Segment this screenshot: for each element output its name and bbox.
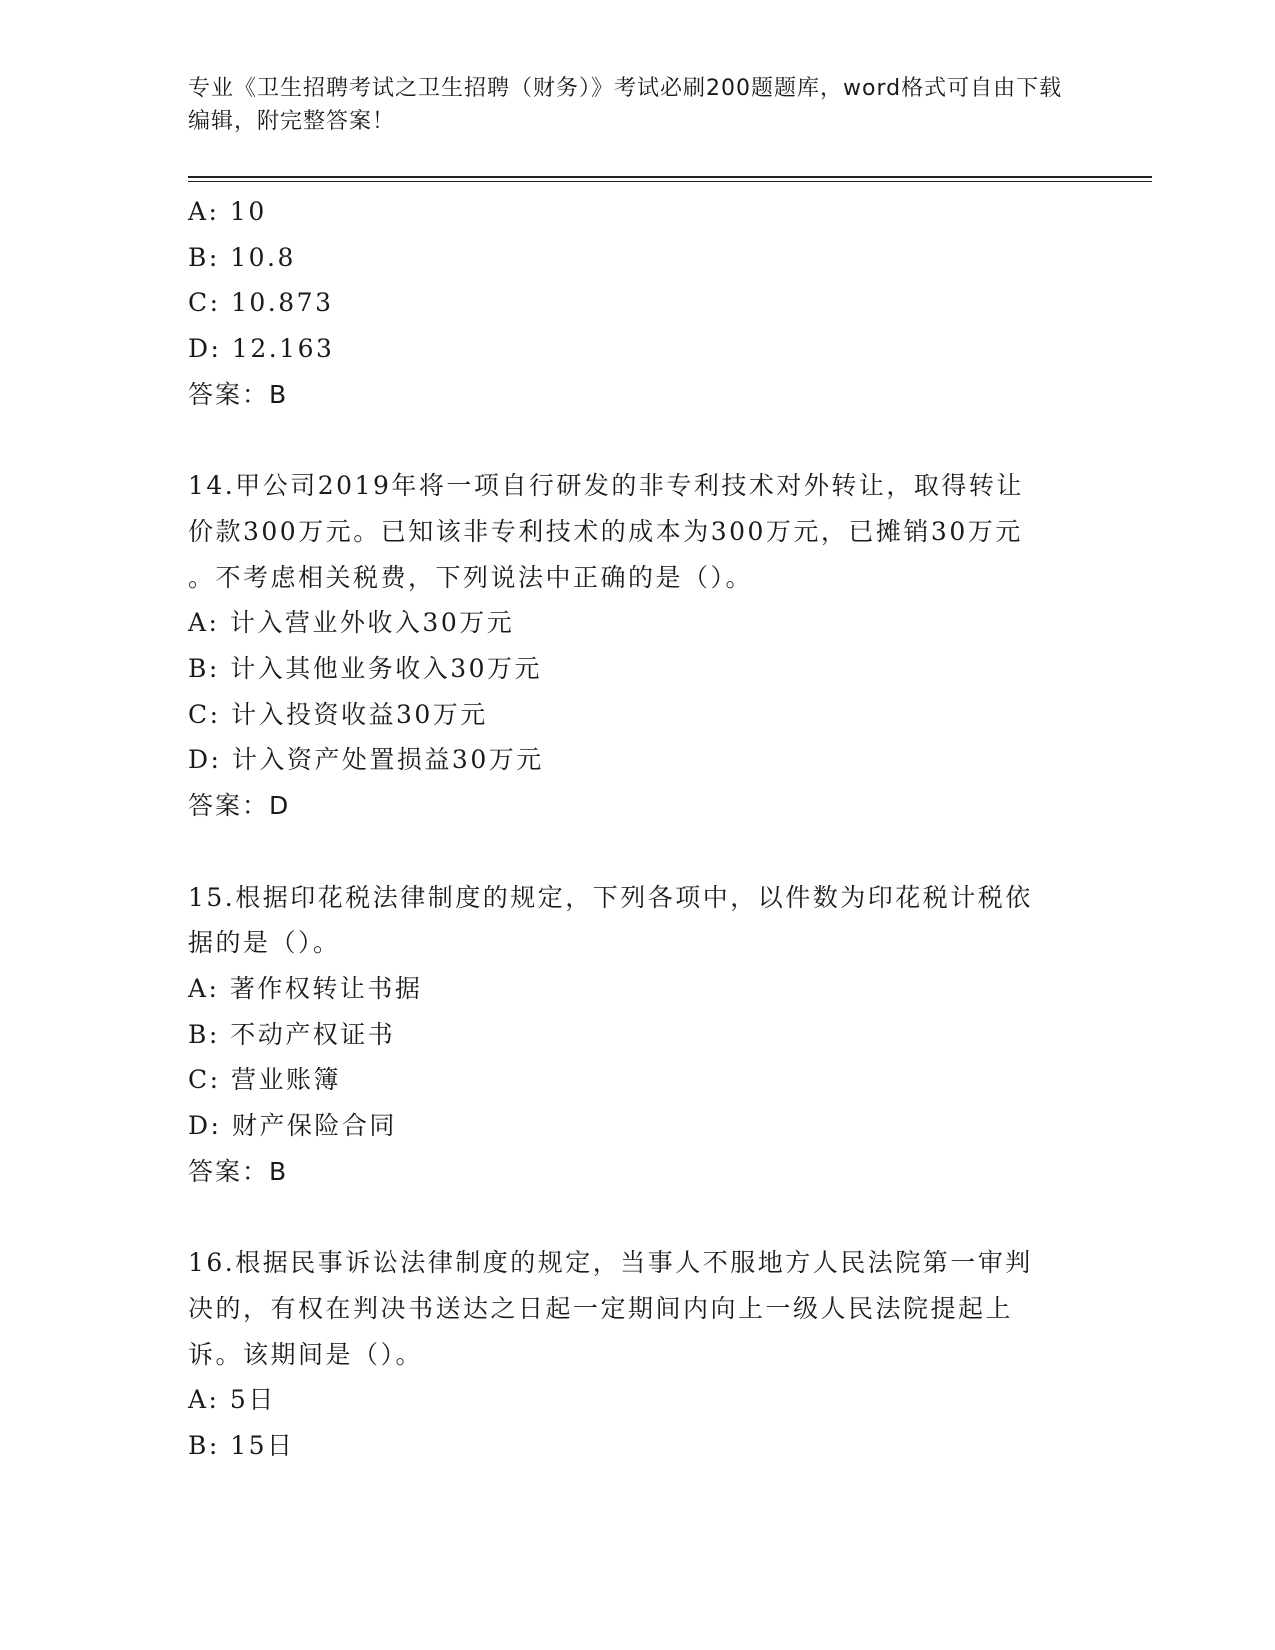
option-a: A: 10 xyxy=(188,197,267,226)
answer-line: 答案：B xyxy=(188,379,289,409)
option-a: A: 计入营业外收入30万元 xyxy=(188,608,515,638)
answer-line: 答案：B xyxy=(188,1156,289,1186)
option-c: C: 计入投资收益30万元 xyxy=(188,699,488,729)
option-b: B: 不动产权证书 xyxy=(188,1019,396,1049)
question-13 xyxy=(188,189,1088,418)
question-stem-line: 16.根据民事诉讼法律制度的规定，当事人不服地方人民法院第一审判 xyxy=(188,1248,1033,1278)
option-b: B: 计入其他业务收入30万元 xyxy=(188,654,543,684)
option-b: B: 15日 xyxy=(188,1430,295,1460)
document-header: 专业《卫生招聘考试之卫生招聘（财务）》考试必刷200题题库，word格式可自由下载编辑，附完整答案！ xyxy=(188,76,1063,134)
question-stem-line: 决的，有权在判决书送达之日起一定期间内向上一级人民法院提起上 xyxy=(188,1293,1014,1323)
question-stem-line: 据的是（）。 xyxy=(188,928,341,958)
option-a: A: 著作权转让书据 xyxy=(188,973,423,1003)
header-divider-thin xyxy=(188,181,1152,182)
header-divider-thick xyxy=(188,176,1152,178)
option-c: C: 营业账簿 xyxy=(188,1065,341,1095)
question-15 xyxy=(188,875,1088,1195)
question-stem-line: 诉。该期间是（）。 xyxy=(188,1339,424,1369)
question-stem-line: 价款300万元。已知该非专利技术的成本为300万元，已摊销30万元 xyxy=(188,516,1023,546)
question-stem-line: 14.甲公司2019年将一项自行研发的非专利技术对外转让，取得转让 xyxy=(188,471,1024,501)
question-content xyxy=(188,189,1088,1469)
option-c: C: 10.873 xyxy=(188,288,334,318)
option-d: D: 计入资产处置损益30万元 xyxy=(188,745,544,775)
option-d: D: 财产保险合同 xyxy=(188,1111,397,1141)
option-d: D: 12.163 xyxy=(188,334,335,364)
option-a: A: 5日 xyxy=(188,1385,276,1415)
option-b: B: 10.8 xyxy=(188,242,296,272)
question-14 xyxy=(188,463,1088,829)
question-stem-line: 。不考虑相关税费，下列说法中正确的是（）。 xyxy=(188,562,754,592)
question-16 xyxy=(188,1240,1088,1469)
answer-line: 答案：D xyxy=(188,791,291,821)
question-stem-line: 15.根据印花税法律制度的规定，下列各项中，以件数为印花税计税依 xyxy=(188,882,1033,912)
